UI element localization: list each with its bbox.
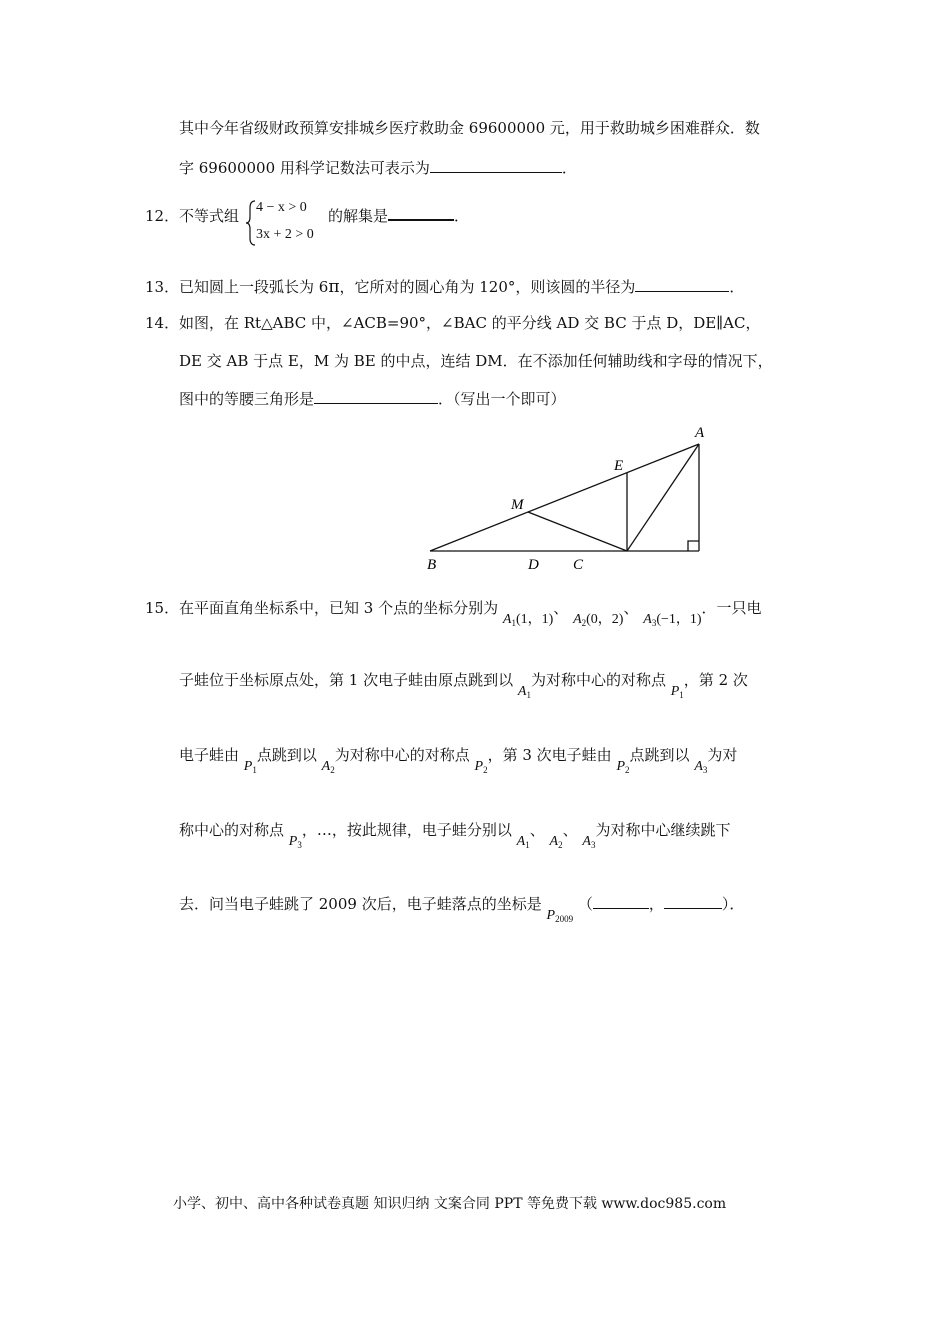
sym-P1-b: $P_1$ <box>243 759 257 775</box>
q14-number: 14． <box>145 314 180 332</box>
sym-P2: $P_2$ <box>474 759 488 775</box>
point-A3: $A_3(-1$，1) <box>643 612 702 628</box>
q15-line2-c: ，第 2 次 <box>683 671 748 689</box>
q11-answer-blank[interactable] <box>430 158 562 173</box>
q14-line1: 如图，在 Rt△ABC 中，∠ACB=90°，∠BAC 的平分线 AD 交 BC 于点 D，DE∥AC， <box>179 314 761 332</box>
label-C: C <box>573 557 584 573</box>
q14-line3-prefix: 图中的等腰三角形是 <box>179 390 315 408</box>
sym-P3: $P_3$ <box>288 834 302 850</box>
sym-A1-b: $A_1$ <box>516 834 530 850</box>
q11-line2 <box>179 157 577 178</box>
q15-line3 <box>179 744 738 775</box>
label-B: B <box>427 557 437 573</box>
segment-AD <box>627 444 699 551</box>
q13-suffix: ． <box>729 278 745 296</box>
segment-AB <box>430 444 699 551</box>
q15-line5-d: ）． <box>721 895 745 913</box>
q14-line3 <box>179 388 566 409</box>
sym-A2: $A_2$ <box>321 759 335 775</box>
sym-A1: $A_1$ <box>517 684 531 700</box>
label-M: M <box>511 497 524 513</box>
q12-brace <box>246 200 256 246</box>
q13-prefix: 已知圆上一段弧长为 6 <box>179 278 329 296</box>
q14-line2: DE 交 AB 于点 E，M 为 BE 的中点，连结 DM．在不添加任何辅助线和字母的情况下， <box>179 352 773 370</box>
q13-number: 13． <box>145 278 180 296</box>
q15-line4 <box>179 819 731 850</box>
q15-line1-suffix: ．一只电 <box>701 599 762 617</box>
sym-A3: $A_3$ <box>694 759 708 775</box>
q15-line4-a: 称中心的对称点 <box>179 821 285 839</box>
q11-line2-prefix: 字 69600000 用科学记数法可表示为 <box>179 159 430 177</box>
q15-line1-prefix: 在平面直角坐标系中，已知 3 个点的坐标分别为 <box>179 599 499 617</box>
q12-suffix-b: ． <box>454 207 470 225</box>
point-A1: $A_1(1$，1) <box>502 612 554 628</box>
q13-text <box>179 276 744 297</box>
label-A: A <box>695 425 705 441</box>
q12-answer-blank[interactable] <box>388 205 454 221</box>
q12-ineq2: 3x + 2 > 0 <box>256 227 314 242</box>
q12-prefix: 不等式组 <box>179 207 240 225</box>
q15-line1 <box>179 597 762 628</box>
q15-line4-c: 、 <box>529 821 545 839</box>
sym-P2009: $P_{2009}$ <box>546 908 574 924</box>
q14-figure <box>420 420 720 580</box>
q13-middle: ，它所对的圆心角为 120°，则该圆的半径为 <box>339 278 636 296</box>
q15-answer-y-blank[interactable] <box>664 894 722 909</box>
q15-sep2: 、 <box>623 599 639 617</box>
q15-line4-b: ，…，按此规律，电子蛙分别以 <box>301 821 512 839</box>
q15-line2-b: 为对称中心的对称点 <box>530 671 666 689</box>
q15-number: 15． <box>145 599 180 617</box>
q15-line4-e: 为对称中心继续跳下 <box>595 821 731 839</box>
q14-line3-suffix: ．（写出一个即可） <box>438 390 566 408</box>
q12-ineq1: 4 − x > 0 <box>256 200 307 215</box>
q13-pi: π <box>328 277 340 297</box>
q15-line2-a: 子蛙位于坐标原点处，第 1 次电子蛙由原点跳到以 <box>179 671 514 689</box>
page-footer: 小学、初中、高中各种试卷真题 知识归纳 文案合同 PPT 等免费下载 www.doc985.com <box>173 1196 727 1212</box>
q14-answer-blank[interactable] <box>314 389 438 404</box>
q15-line2 <box>179 669 748 700</box>
q11-line1: 其中今年省级财政预算安排城乡医疗救助金 69600000 元，用于救助城乡困难群众．数 <box>179 119 760 137</box>
sym-A2-b: $A_2$ <box>549 834 563 850</box>
q13-answer-blank[interactable] <box>635 277 729 292</box>
right-angle-mark <box>688 541 699 551</box>
sym-A3-b: $A_3$ <box>582 834 596 850</box>
segment-DM <box>528 512 627 551</box>
q15-line3-f: 为对 <box>707 746 738 764</box>
q15-sep1: 、 <box>553 599 569 617</box>
q12-suffix-a: 的解集是 <box>328 207 389 225</box>
q15-line4-d: 、 <box>562 821 578 839</box>
point-A2: $A_2(0$，2) <box>573 612 624 628</box>
label-D: D <box>528 557 539 573</box>
q15-line5-c: ， <box>648 895 664 913</box>
q11-line2-suffix: ． <box>561 159 577 177</box>
q15-answer-x-blank[interactable] <box>593 894 649 909</box>
q15-line3-e: 点跳到以 <box>629 746 690 764</box>
q15-line3-c: 为对称中心的对称点 <box>334 746 470 764</box>
q15-line3-d: ，第 3 次电子蛙由 <box>487 746 612 764</box>
label-E: E <box>614 458 624 474</box>
q12-number: 12． <box>145 207 180 225</box>
q15-line5 <box>179 893 745 924</box>
sym-P2-b: $P_2$ <box>616 759 630 775</box>
q15-line3-b: 点跳到以 <box>256 746 317 764</box>
q15-line5-b: （ <box>577 895 593 913</box>
q15-line5-a: 去．问当电子蛙跳了 2009 次后，电子蛙落点的坐标是 <box>179 895 542 913</box>
q15-line3-a: 电子蛙由 <box>179 746 240 764</box>
sym-P1: $P_1$ <box>670 684 684 700</box>
q12-suffix <box>328 205 469 226</box>
